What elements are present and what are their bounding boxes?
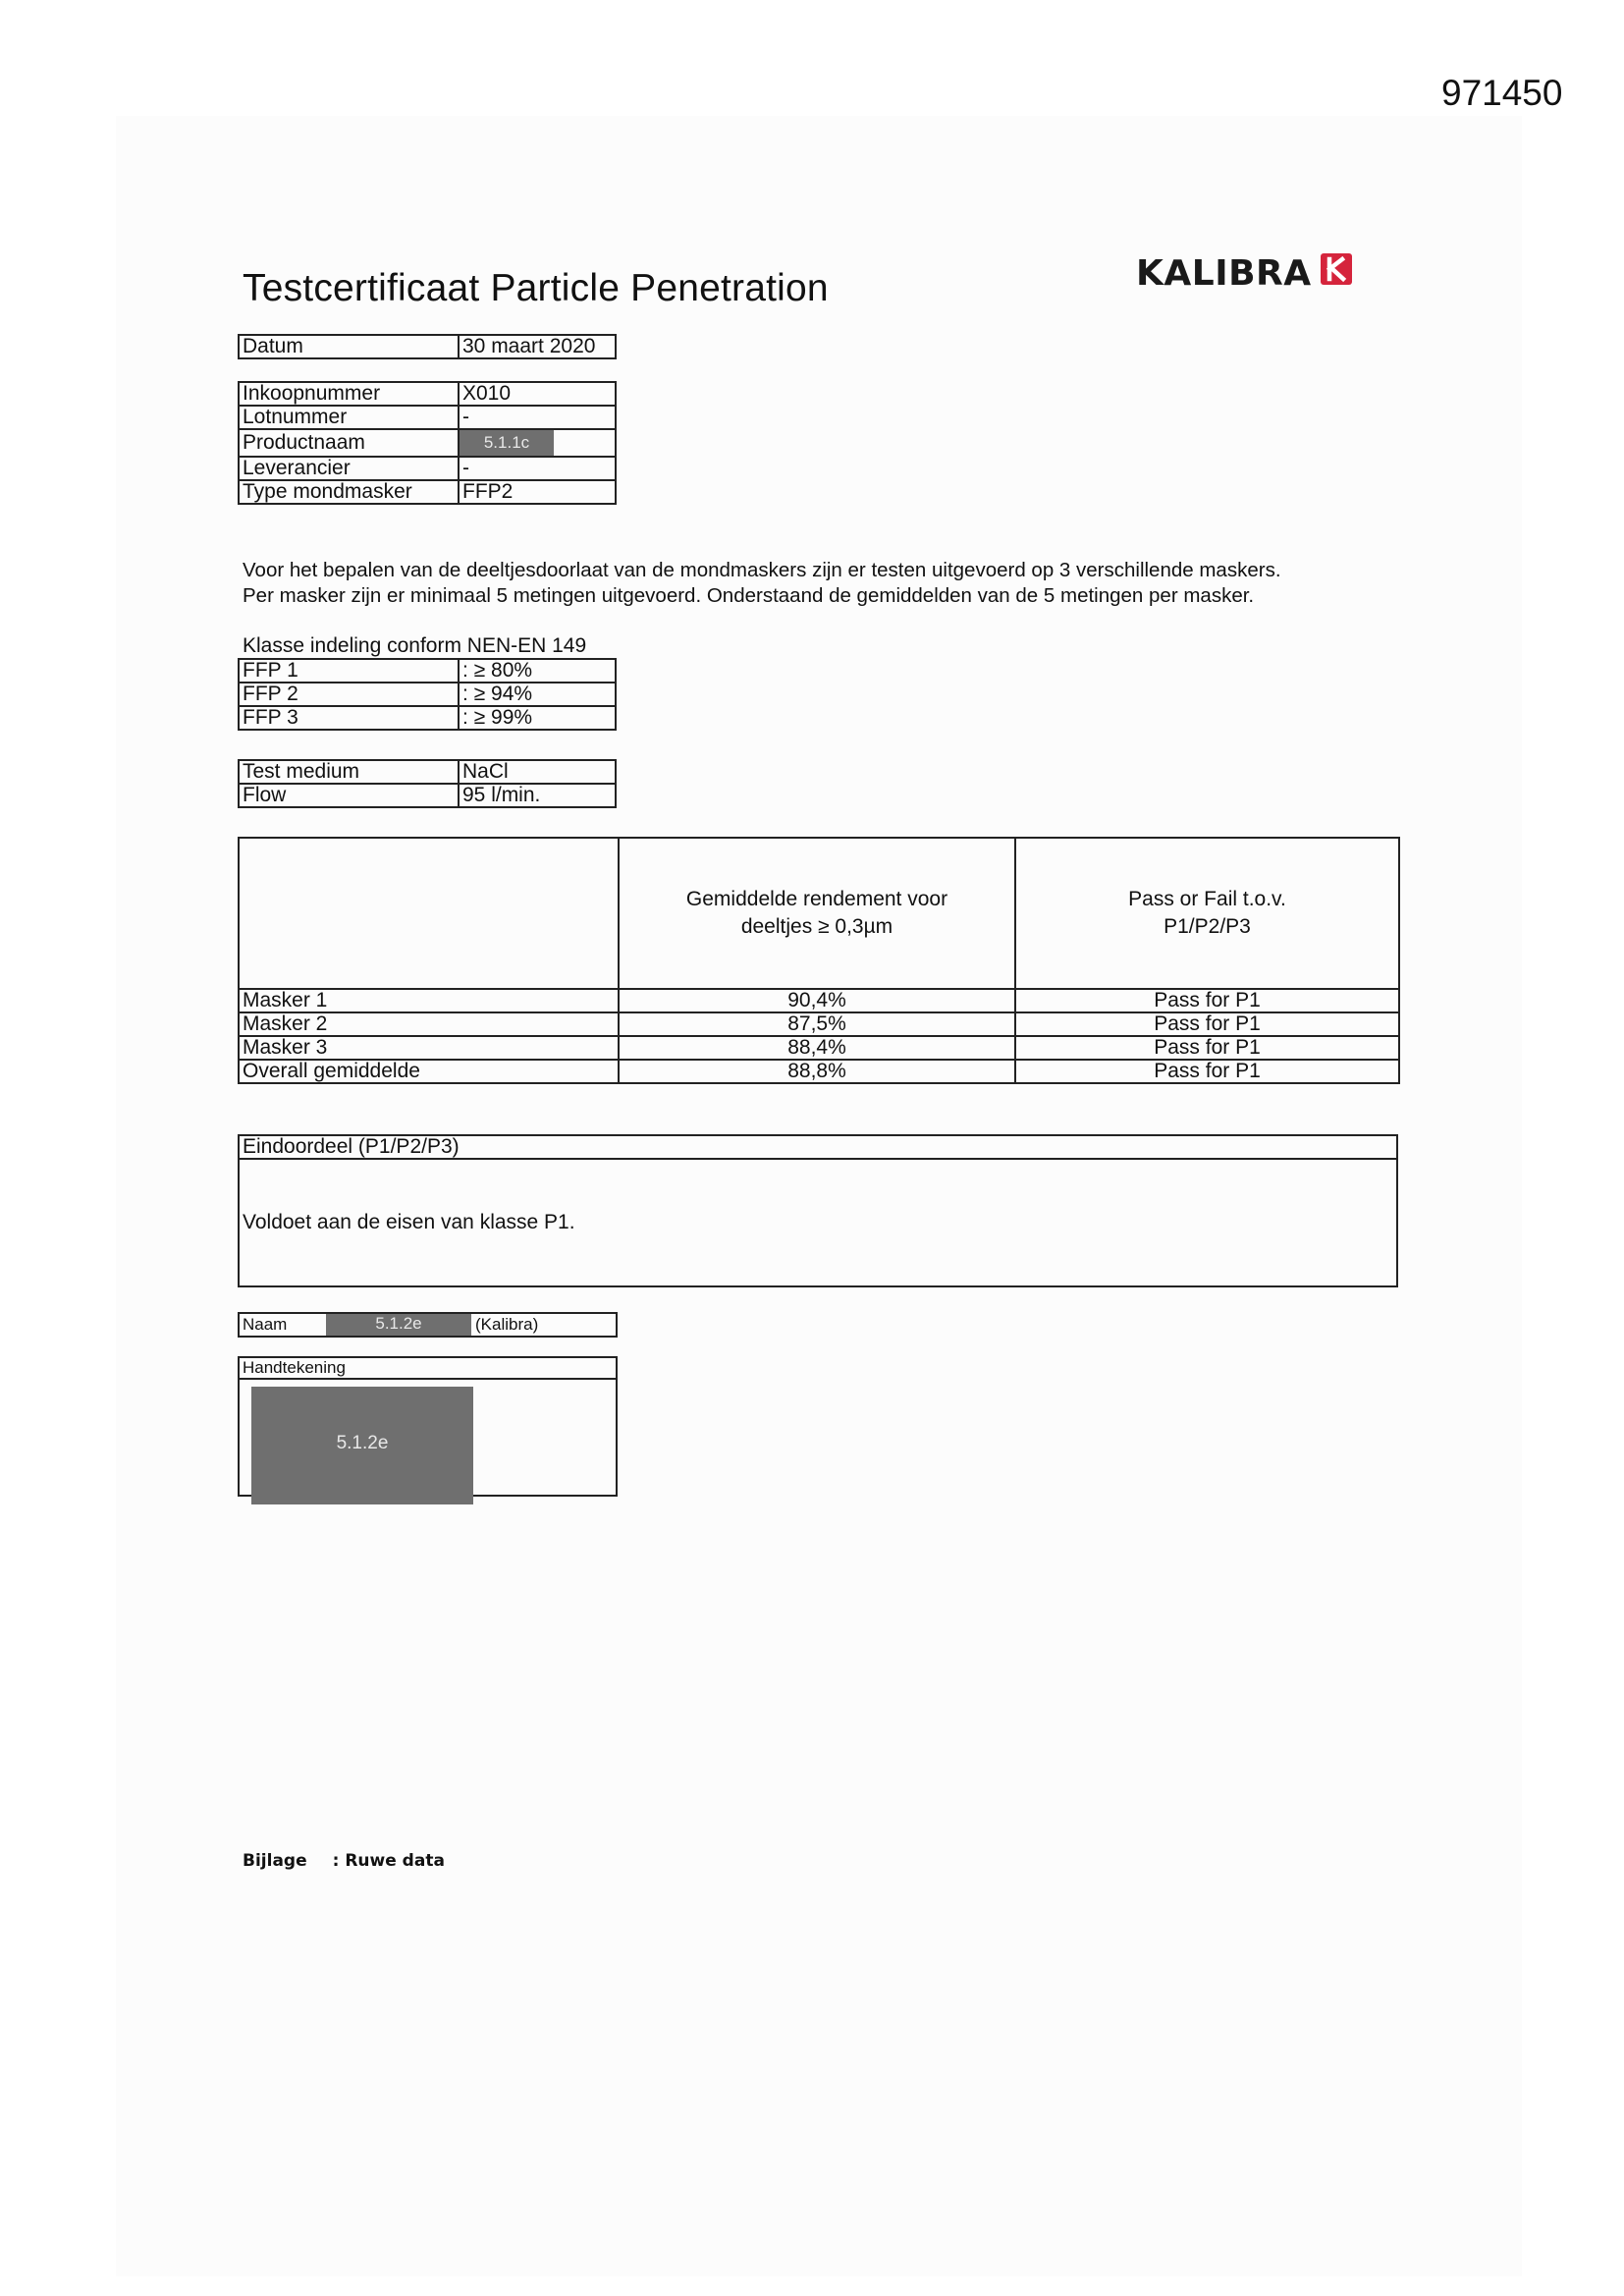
lotnummer-value: - bbox=[459, 406, 616, 429]
flow-value: 95 l/min. bbox=[459, 784, 616, 807]
bijlage-label: Bijlage bbox=[243, 1851, 307, 1871]
datum-row bbox=[239, 335, 616, 358]
ffp1-label: FFP 1 bbox=[239, 659, 459, 683]
header-line: Pass or Fail t.o.v. bbox=[1128, 888, 1286, 910]
naam-label: Naam bbox=[243, 1315, 288, 1334]
naam-redaction: 5.1.2e bbox=[326, 1314, 471, 1336]
mask-verdict: Pass for P1 bbox=[1015, 1036, 1399, 1060]
eindoordeel-text: Voldoet aan de eisen van klasse P1. bbox=[243, 1211, 575, 1233]
type-mondmasker-value: FFP2 bbox=[459, 480, 616, 504]
test-condition-row bbox=[239, 760, 616, 784]
intro-paragraph bbox=[243, 558, 1421, 609]
naam-organisation: (Kalibra) bbox=[475, 1315, 539, 1334]
mask-verdict: Pass for P1 bbox=[1015, 1012, 1399, 1036]
productnaam-label: Productnaam bbox=[239, 429, 459, 457]
klasse-table bbox=[238, 658, 617, 731]
eindoordeel-box bbox=[238, 1134, 1398, 1287]
product-info-row bbox=[239, 480, 616, 504]
header-line: P1/P2/P3 bbox=[1164, 915, 1251, 938]
klasse-row bbox=[239, 706, 616, 730]
klasse-heading: Klasse indeling conform NEN-EN 149 bbox=[243, 634, 587, 657]
intro-line: Voor het bepalen van de deeltjesdoorlaat van de mondmaskers zijn er testen uitgevoerd op 3 verschillende maskers. bbox=[243, 559, 1281, 581]
test-medium-label: Test medium bbox=[239, 760, 459, 784]
document-number: 971450 bbox=[1441, 73, 1563, 113]
ffp3-value: : ≥ 99% bbox=[459, 706, 616, 730]
klasse-row bbox=[239, 683, 616, 706]
datum-table bbox=[238, 334, 617, 359]
product-info-row bbox=[239, 406, 616, 429]
test-condition-row bbox=[239, 784, 616, 807]
flow-label: Flow bbox=[239, 784, 459, 807]
leverancier-value: - bbox=[459, 457, 616, 480]
product-info-row bbox=[239, 382, 616, 406]
mask-efficiency: 90,4% bbox=[619, 989, 1015, 1012]
test-conditions-table bbox=[238, 759, 617, 808]
datum-label: Datum bbox=[239, 335, 459, 358]
product-info-table bbox=[238, 381, 617, 505]
productnaam-value-cell bbox=[459, 429, 616, 457]
results-header-row bbox=[239, 838, 1399, 989]
mask-name: Masker 3 bbox=[239, 1036, 619, 1060]
type-mondmasker-label: Type mondmasker bbox=[239, 480, 459, 504]
mask-name: Masker 2 bbox=[239, 1012, 619, 1036]
handtekening-label: Handtekening bbox=[240, 1358, 616, 1380]
ffp1-value: : ≥ 80% bbox=[459, 659, 616, 683]
ffp3-label: FFP 3 bbox=[239, 706, 459, 730]
lotnummer-label: Lotnummer bbox=[239, 406, 459, 429]
bijlage-value: : Ruwe data bbox=[332, 1851, 445, 1871]
mask-efficiency: 87,5% bbox=[619, 1012, 1015, 1036]
header-line: deeltjes ≥ 0,3µm bbox=[740, 915, 893, 938]
kalibra-logo bbox=[1136, 253, 1312, 302]
ffp2-value: : ≥ 94% bbox=[459, 683, 616, 706]
table-row bbox=[239, 989, 1399, 1012]
mask-efficiency: 88,8% bbox=[619, 1060, 1015, 1083]
results-header-efficiency bbox=[619, 838, 1015, 989]
leverancier-label: Leverancier bbox=[239, 457, 459, 480]
mask-name: Overall gemiddelde bbox=[239, 1060, 619, 1083]
ffp2-label: FFP 2 bbox=[239, 683, 459, 706]
product-info-row bbox=[239, 429, 616, 457]
klasse-row bbox=[239, 659, 616, 683]
mask-verdict: Pass for P1 bbox=[1015, 1060, 1399, 1083]
productnaam-redaction: 5.1.1c bbox=[460, 430, 554, 456]
test-medium-value: NaCl bbox=[459, 760, 616, 784]
product-info-row bbox=[239, 457, 616, 480]
results-header-empty bbox=[239, 838, 619, 989]
intro-line: Per masker zijn er minimaal 5 metingen uitgevoerd. Onderstaand de gemiddelden van de 5 metingen per masker. bbox=[243, 584, 1255, 607]
eindoordeel-heading: Eindoordeel (P1/P2/P3) bbox=[240, 1136, 1396, 1160]
handtekening-box bbox=[238, 1356, 618, 1497]
datum-value: 30 maart 2020 bbox=[459, 335, 616, 358]
header-line: Gemiddelde rendement voor bbox=[685, 888, 948, 910]
naam-box bbox=[238, 1312, 618, 1338]
logo-wordmark: KALIBRA bbox=[1136, 253, 1312, 294]
mask-name: Masker 1 bbox=[239, 989, 619, 1012]
results-header-verdict bbox=[1015, 838, 1399, 989]
signature-redaction: 5.1.2e bbox=[251, 1387, 473, 1504]
mask-verdict: Pass for P1 bbox=[1015, 989, 1399, 1012]
certificate-title: Testcertificaat Particle Penetration bbox=[243, 267, 829, 309]
inkoopnummer-value: X010 bbox=[459, 382, 616, 406]
table-row bbox=[239, 1036, 1399, 1060]
bijlage-line bbox=[243, 1851, 445, 1871]
table-row bbox=[239, 1060, 1399, 1083]
table-row bbox=[239, 1012, 1399, 1036]
inkoopnummer-label: Inkoopnummer bbox=[239, 382, 459, 406]
logo-k-icon bbox=[1321, 253, 1352, 285]
mask-efficiency: 88,4% bbox=[619, 1036, 1015, 1060]
results-table bbox=[238, 837, 1400, 1084]
